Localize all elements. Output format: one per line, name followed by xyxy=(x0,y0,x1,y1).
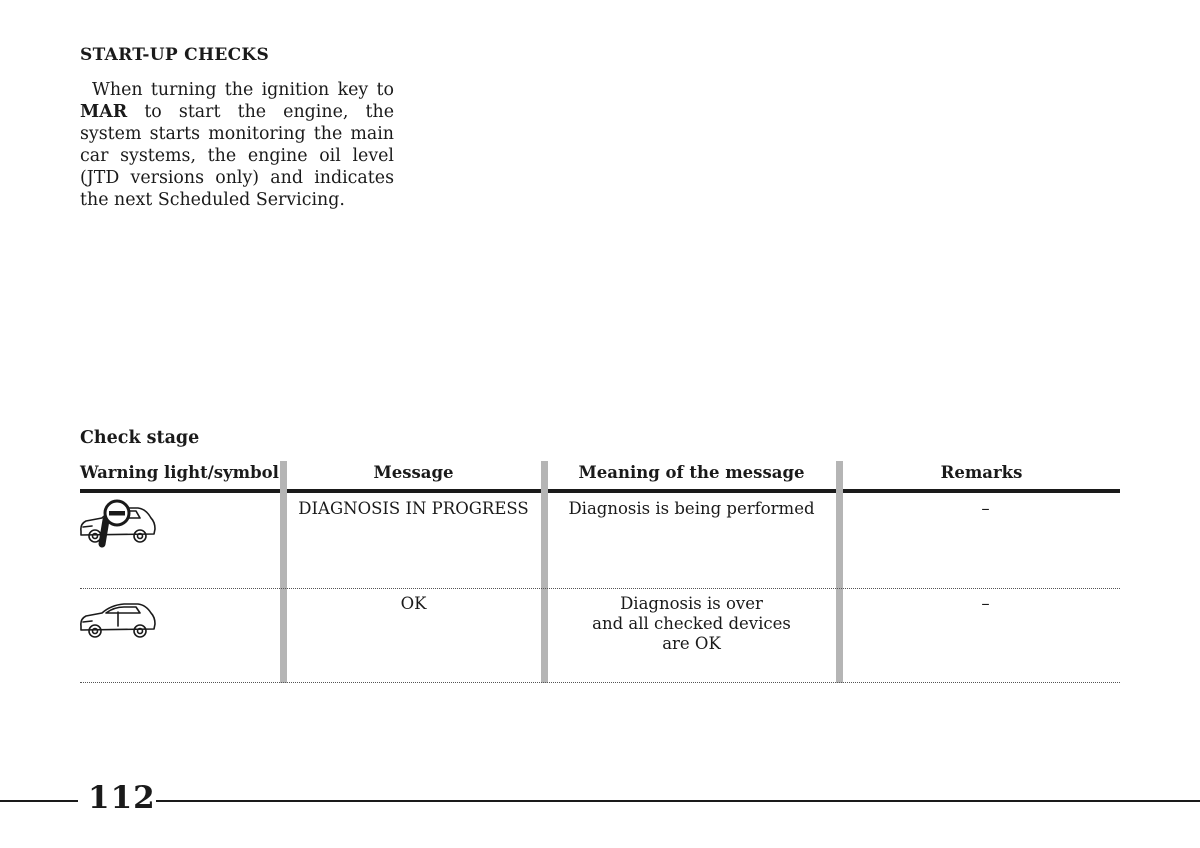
table-caption: Check stage xyxy=(80,428,200,448)
column-separator xyxy=(836,461,843,683)
header-divider xyxy=(80,489,1120,493)
header-message: Message xyxy=(373,463,454,482)
row1-meaning-line: Diagnosis is being performed xyxy=(568,499,815,518)
row-divider xyxy=(80,682,1120,683)
row2-message: OK xyxy=(400,594,427,613)
intro-text-end: to start the engine, the system starts monitoring the main car systems, the engine oil level (JTD versions only) and indicates the next Scheduled Servicing. xyxy=(80,102,394,210)
column-separator xyxy=(280,461,287,683)
row1-message: DIAGNOSIS IN PROGRESS xyxy=(298,499,529,518)
footer-rule-right xyxy=(156,800,1200,802)
header-warning-symbol: Warning light/symbol xyxy=(80,463,279,482)
footer-rule-left xyxy=(0,800,78,802)
car-ok-icon xyxy=(78,602,158,654)
row2-meaning-line: Diagnosis is over xyxy=(620,594,763,613)
intro-paragraph xyxy=(80,79,394,211)
car-diagnosis-icon xyxy=(78,498,158,550)
row2-meaning-line: and all checked devices xyxy=(592,614,791,633)
row2-remarks: – xyxy=(981,594,990,613)
row-divider xyxy=(80,588,1120,589)
intro-text-start: When turning the ignition key to xyxy=(92,80,394,100)
row1-meaning xyxy=(548,499,835,519)
header-remarks: Remarks xyxy=(940,463,1023,482)
header-meaning: Meaning of the message xyxy=(578,463,805,482)
row1-remarks: – xyxy=(981,499,990,518)
intro-keyword: MAR xyxy=(80,102,128,122)
section-title: START-UP CHECKS xyxy=(80,45,270,65)
row2-meaning xyxy=(548,594,835,654)
column-separator xyxy=(541,461,548,683)
page-number: 112 xyxy=(88,780,156,816)
row2-meaning-line: are OK xyxy=(662,634,721,653)
